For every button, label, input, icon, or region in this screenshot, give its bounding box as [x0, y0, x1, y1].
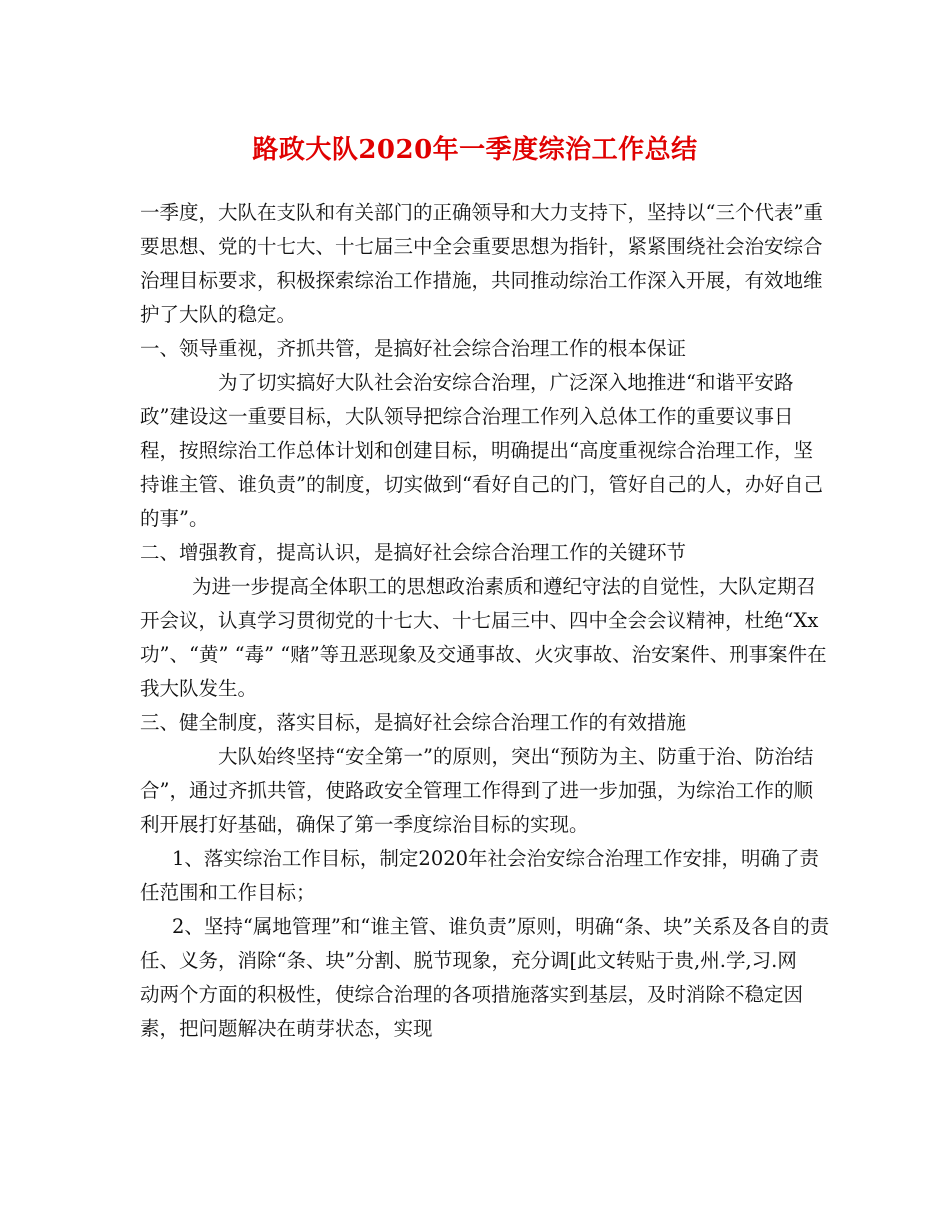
- section-heading-3: 三、健全制度，落实目标，是搞好社会综合治理工作的有效措施: [140, 711, 687, 734]
- list-item-1: 1、落实综治工作目标，制定2020年社会治安综合治理工作安排，明确了责任范围和工作目标；: [140, 847, 820, 904]
- section-heading-1: 一、领导重视，齐抓共管，是搞好社会综合治理工作的根本保证: [140, 337, 687, 360]
- list-item-2: 2、坚持“属地管理”和“谁主管、谁负责”原则，明确“条、块”关系及各自的责任、义务，消除“条、块”分割、脱节现象，充分调[此文转贴于贵,州.学,习.网 动两个方面的积极性，使综合治理的各项措施落实到基层，及时消除不稳定因素，把问题解决在萌芽状态，实现: [140, 915, 830, 1040]
- section-heading-2: 二、增强教育，提高认识，是搞好社会综合治理工作的关键环节: [140, 541, 687, 564]
- document-body: [140, 196, 830, 1046]
- paragraph-section-3: 大队始终坚持“安全第一”的原则，突出“预防为主、防重于治、防治结合”，通过齐抓共管，使路政安全管理工作得到了进一步加强，为综治工作的顺利开展打好基础，确保了第一季度综治目标的实现。: [140, 745, 814, 836]
- paragraph-section-1: 为了切实搞好大队社会治安综合治理，广泛深入地推进“和谐平安路政”建设这一重要目标，大队领导把综合治理工作列入总体工作的重要议事日程，按照综治工作总体计划和创建目标，明确提出“高度重视综合治理工作，坚持谁主管、谁负责”的制度，切实做到“看好自己的门，管好自己的人，办好自己的事”。: [140, 371, 823, 530]
- paragraph-intro: 一季度，大队在支队和有关部门的正确领导和大力支持下，坚持以“三个代表”重要思想、党的十七大、十七届三中全会重要思想为指针，紧紧围绕社会治安综合治理目标要求，积极探索综治工作措施，共同推动综治工作深入开展，有效地维护了大队的稳定。: [140, 201, 823, 326]
- paragraph-section-2: 为进一步提高全体职工的思想政治素质和遵纪守法的自觉性，大队定期召开会议，认真学习贯彻党的十七大、十七届三中、四中全会会议精神，杜绝“Xx功”、“黄” “毒” “赌”等丑恶现象及交通事故、火灾事故、治安案件、刑事案件在我大队发生。: [140, 575, 827, 700]
- document-title: 路政大队2020年一季度综治工作总结: [252, 135, 698, 165]
